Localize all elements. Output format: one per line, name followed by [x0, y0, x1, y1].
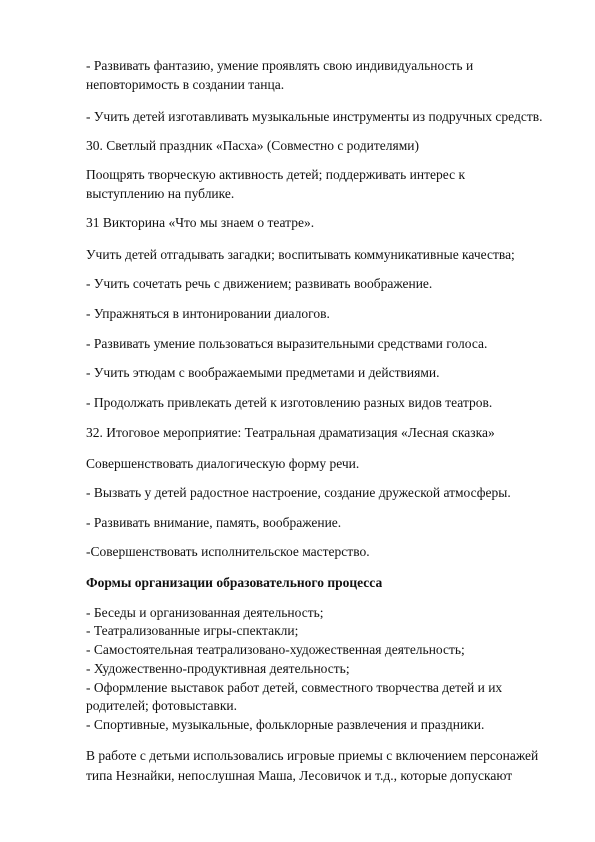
paragraph-instruments: - Учить детей изготавливать музыкальные инструменты из подручных средств. [86, 109, 543, 124]
paragraph-encourage-line1: Поощрять творческую активность детей; поддерживать интерес к [86, 167, 466, 182]
forms-list-item-1: - Беседы и организованная деятельность; [86, 605, 324, 620]
paragraph-theatres: - Продолжать привлекать детей к изготовлению разных видов театров. [86, 395, 493, 410]
paragraph-fantasy-line2: неповторимость в создании танца. [86, 77, 285, 92]
heading-item-30: 30. Светлый праздник «Пасха» (Совместно с родителями) [86, 138, 419, 153]
forms-list-item-2: - Театрализованные игры-спектакли; [86, 623, 299, 638]
paragraph-speech-movement: - Учить сочетать речь с движением; развивать воображение. [86, 276, 433, 291]
paragraph-attention: - Развивать внимание, память, воображение. [86, 515, 342, 530]
heading-item-32: 32. Итоговое мероприятие: Театральная драматизация «Лесная сказка» [86, 425, 495, 440]
paragraph-performance: -Совершенствовать исполнительское мастерство. [86, 544, 370, 559]
paragraph-encourage-line2: выступлению на публике. [86, 186, 235, 201]
forms-list-item-6: - Спортивные, музыкальные, фольклорные развлечения и праздники. [86, 717, 485, 732]
heading-item-31: 31 Викторина «Что мы знаем о театре». [86, 215, 315, 230]
paragraph-voice: - Развивать умение пользоваться выразительными средствами голоса. [86, 336, 488, 351]
forms-list-item-5-line2: родителей; фотовыставки. [86, 698, 237, 713]
paragraph-intonation: - Упражняться в интонировании диалогов. [86, 306, 330, 321]
paragraph-final-line1: В работе с детьми использовались игровые приемы с включением персонажей [86, 748, 539, 763]
paragraph-riddles: Учить детей отгадывать загадки; воспитывать коммуникативные качества; [86, 247, 515, 262]
forms-list-item-4: - Художественно-продуктивная деятельность; [86, 661, 350, 676]
paragraph-dialogue: Совершенствовать диалогическую форму речи. [86, 456, 360, 471]
paragraph-fantasy-line1: - Развивать фантазию, умение проявлять свою индивидуальность и [86, 58, 474, 73]
paragraph-final-line2: типа Незнайки, непослушная Маша, Лесовичок и т.д., которые допускают [86, 768, 513, 783]
paragraph-mood: - Вызвать у детей радостное настроение, создание дружеской атмосферы. [86, 485, 511, 500]
paragraph-etudes: - Учить этюдам с воображаемыми предметами и действиями. [86, 365, 440, 380]
section-heading-forms: Формы организации образовательного процесса [86, 575, 383, 590]
forms-list-item-5-line1: - Оформление выставок работ детей, совместного творчества детей и их [86, 680, 503, 695]
forms-list-item-3: - Самостоятельная театрализовано-художественная деятельность; [86, 642, 465, 657]
